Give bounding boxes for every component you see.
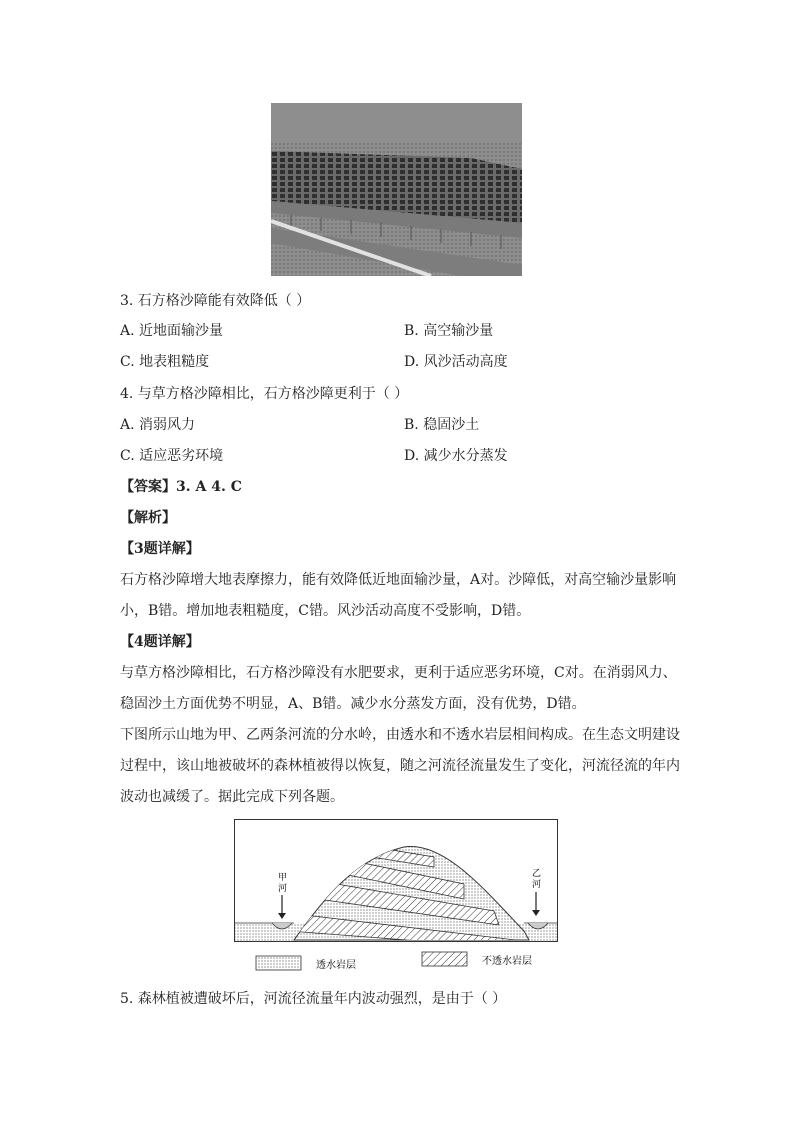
detail-3-heading: 【3题详解】 [120,541,200,557]
answer-line: 【答案】3. A 4. C [120,479,242,495]
sand-barrier-photo-image [271,103,522,276]
q4-option-b: B. 稳固沙土 [404,417,480,433]
legend-permeable-label: 透水岩层 [316,960,356,971]
river-left-char-1: 甲 [278,873,288,883]
detail-3-text: 石方格沙障增大地表摩擦力，能有效降低近地面输沙量，A对。沙障低，对高空输沙量影响小，B错。增加地表粗糙度，C错。风沙活动高度不受影响，D错。 [120,572,677,619]
q3-option-a: A. 近地面输沙量 [120,323,224,339]
river-right-char-2: 河 [532,880,542,890]
q4-option-a: A. 消弱风力 [120,417,196,433]
q4-option-d: D. 减少水分蒸发 [404,448,508,464]
cross-section-svg [234,819,558,979]
q4-option-c: C. 适应恶劣环境 [120,448,224,464]
question-5-stem: 5. 森林植被遭破坏后，河流径流量年内波动强烈，是由于（ ） [120,991,507,1007]
detail-4-heading: 【4题详解】 [120,634,200,650]
intro-paragraph: 下图所示山地为甲、乙两条河流的分水岭，由透水和不透水岩层相间构成。在生态文明建设过程中，该山地被破坏的森林植被得以恢复，随之河流径流量发生了变化，河流径流的年内波动也减缓了。据此完成下列各题。 [120,727,680,805]
watershed-cross-section-diagram [234,819,558,979]
legend-impermeable-swatch [422,952,467,966]
river-right-char-1: 乙 [532,869,542,879]
sand-barrier-photo [271,103,522,276]
q3-option-c: C. 地表粗糙度 [120,354,210,370]
q3-option-d: D. 风沙活动高度 [404,354,508,370]
river-left-char-2: 河 [278,884,288,894]
q3-option-b: B. 高空输沙量 [404,323,494,339]
legend-permeable-swatch [256,956,301,970]
question-3-stem: 3. 石方格沙障能有效降低（ ） [120,293,311,309]
question-4-stem: 4. 与草方格沙障相比，石方格沙障更利于（ ） [120,386,409,402]
detail-4-text: 与草方格沙障相比，石方格沙障没有水肥要求，更利于适应恶劣环境，C对。在消弱风力、稳固沙土方面优势不明显，A、B错。减少水分蒸发方面，没有优势，D错。 [120,665,677,712]
legend-impermeable-label: 不透水岩层 [482,956,532,967]
analysis-heading: 【解析】 [120,510,176,526]
